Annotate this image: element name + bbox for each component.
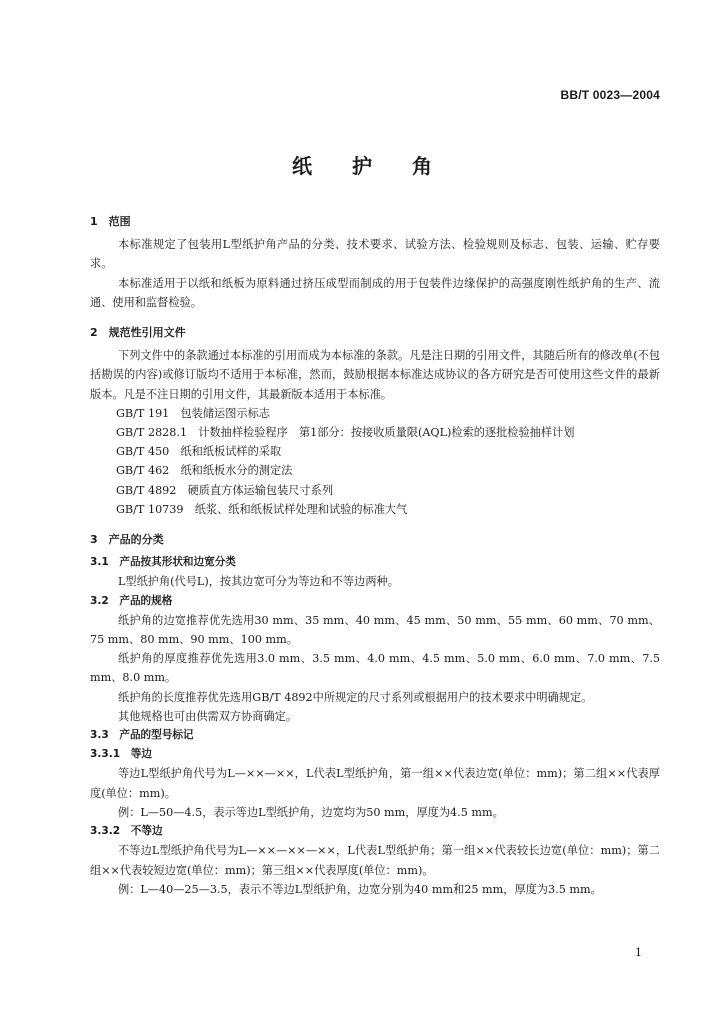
section-3-1-heading: 3.1 产品按其形状和边宽分类 xyxy=(90,556,236,569)
scope-paragraph: 本标准规定了包装用L型纸护角产品的分类、技术要求、试验方法、检验规则及标志、包装、运输、贮存要求。 xyxy=(90,238,660,271)
reference-item: GB/T 191 包装储运图示标志 xyxy=(116,406,270,420)
paragraph: L型纸护角(代号L)，按其边宽可分为等边和不等边两种。 xyxy=(118,575,399,589)
example-paragraph: 例：L—50—4.5，表示等边L型纸护角，边宽均为50 mm，厚度为4.5 mm。 xyxy=(118,805,504,819)
paragraph: 纸护角的长度推荐优先选用GB/T 4892中所规定的尺寸系列或根据用户的技术要求中明确规定。 xyxy=(118,690,593,704)
paragraph: 纸护角的厚度推荐优先选用3.0 mm、3.5 mm、4.0 mm、4.5 mm、5.0 mm、6.0 mm、7.0 mm、7.5 mm、8.0 mm。 xyxy=(90,652,660,685)
standard-code: BB/T 0023—2004 xyxy=(560,88,660,102)
reference-item: GB/T 462 纸和纸板水分的测定法 xyxy=(116,464,293,478)
section-3-3-1-heading: 3.3.1 等边 xyxy=(90,748,152,761)
example-paragraph: 例：L—40—25—3.5，表示不等边L型纸护角，边宽分别为40 mm和25 mm，厚度为3.5 mm。 xyxy=(118,882,602,896)
paragraph: 纸护角的边宽推荐优先选用30 mm、35 mm、40 mm、45 mm、50 mm、55 mm、60 mm、70 mm、75 mm、80 mm、90 mm、100 mm。 xyxy=(90,613,660,647)
reference-item: GB/T 10739 纸浆、纸和纸板试样处理和试验的标准大气 xyxy=(116,502,408,516)
document-title: 纸护角 xyxy=(292,154,472,178)
page-number: 1 xyxy=(635,946,642,959)
paragraph: 其他规格也可由供需双方协商确定。 xyxy=(118,709,298,723)
reference-item: GB/T 450 纸和纸板试样的采取 xyxy=(116,445,282,459)
document-body xyxy=(90,212,660,899)
paragraph: 不等边L型纸护角代号为L—××—××—××，L代表L型纸护角；第一组××代表较长边宽(单位：mm)；第二组××代表较短边宽(单位：mm)；第三组××代表厚度(单位：mm)。 xyxy=(90,844,660,877)
section-3-2-heading: 3.2 产品的规格 xyxy=(90,594,173,607)
reference-item: GB/T 2828.1 计数抽样检验程序 第1部分：按接收质量限(AQL)检索的逐批检验抽样计划 xyxy=(116,426,575,440)
scope-paragraph: 本标准适用于以纸和纸板为原料通过挤压成型而制成的用于包装件边缘保护的高强度刚性纸护角的生产、流通、使用和监督检验。 xyxy=(90,276,660,309)
section-3-heading: 3 产品的分类 xyxy=(90,533,164,547)
references-intro: 下列文件中的条款通过本标准的引用而成为本标准的条款。凡是注日期的引用文件，其随后所有的修改单(不包括勘误的内容)或修订版均不适用于本标准，然而，鼓励根据本标准达成协议的各方研究是否可使用这些文件的最新版本。凡是不注日期的引用文件，其最新版本适用于本标准。 xyxy=(90,349,660,401)
section-2-heading: 2 规范性引用文件 xyxy=(90,326,186,340)
section-1-heading: 1 范围 xyxy=(90,215,131,228)
paragraph: 等边L型纸护角代号为L—××—××，L代表L型纸护角，第一组××代表边宽(单位：mm)；第二组××代表厚度(单位：mm)。 xyxy=(90,767,660,800)
section-3-3-2-heading: 3.3.2 不等边 xyxy=(90,825,163,838)
reference-item: GB/T 4892 硬质直方体运输包装尺寸系列 xyxy=(116,483,334,497)
section-3-3-heading: 3.3 产品的型号标记 xyxy=(90,729,194,742)
